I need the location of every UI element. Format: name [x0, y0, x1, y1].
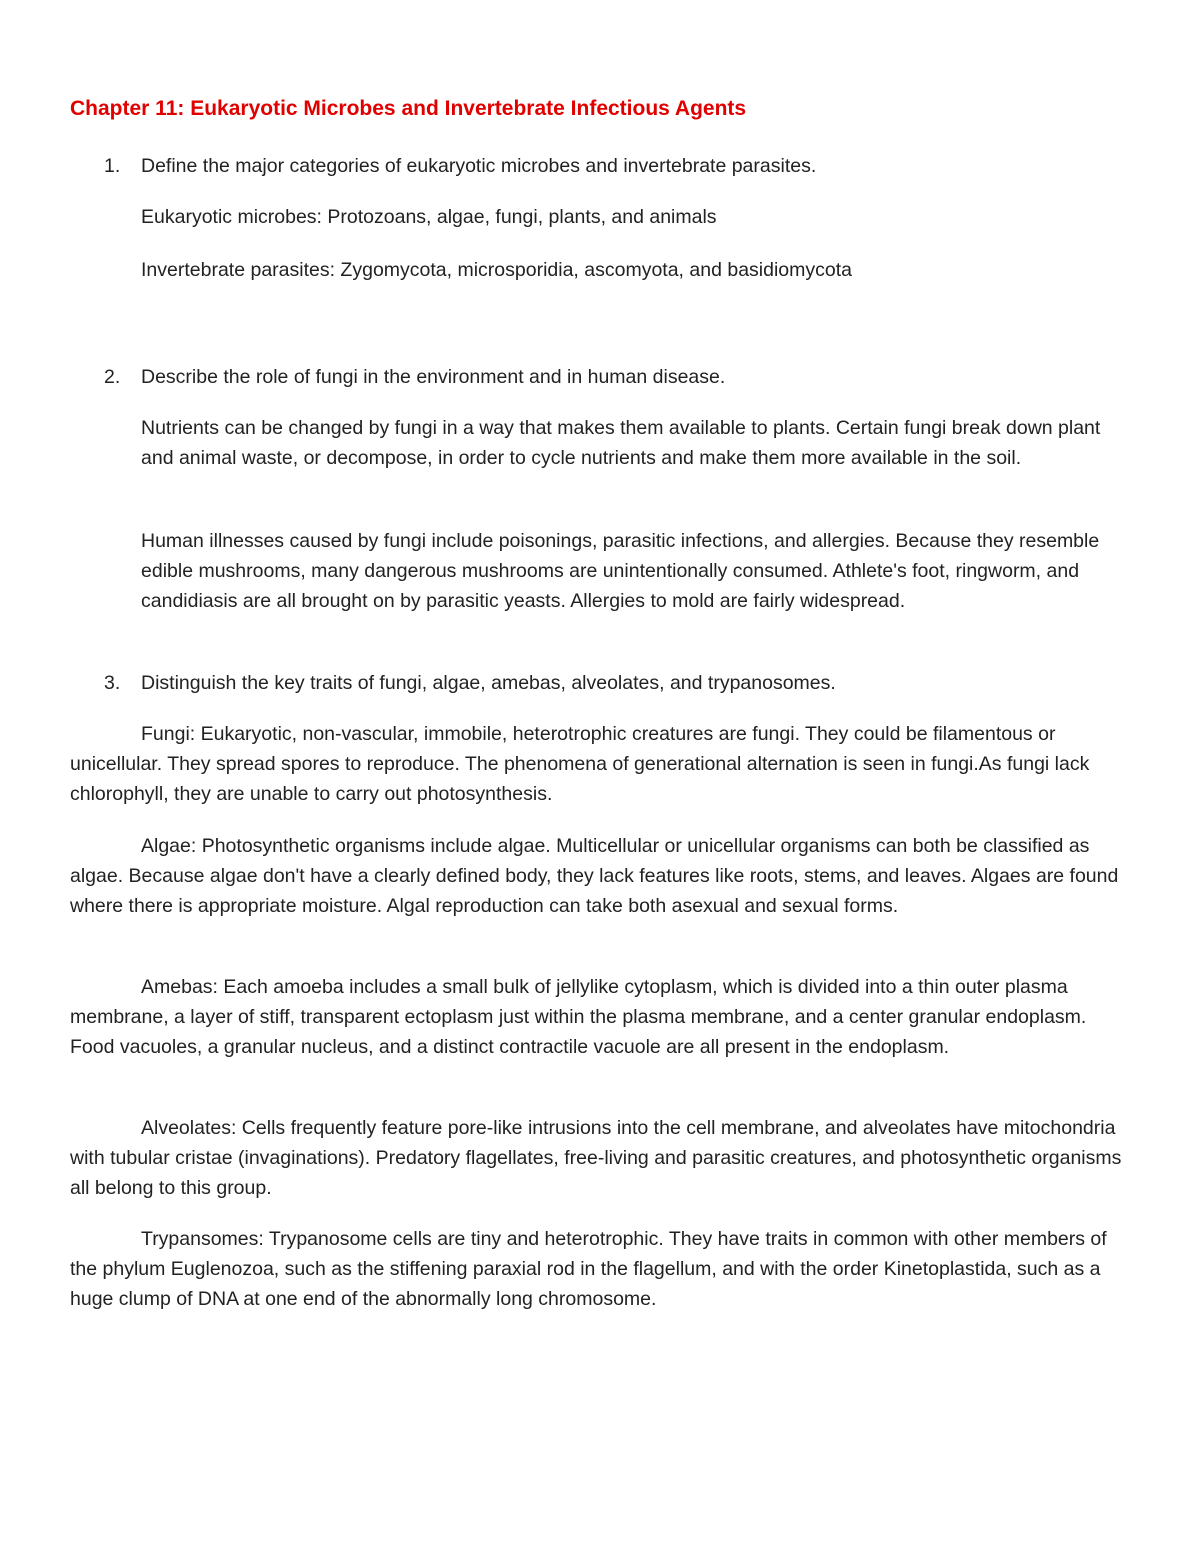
- answer-trypanosomes-traits: Trypansomes: Trypanosome cells are tiny and heterotrophic. They have traits in common with other members of the phylum Euglenozoa, such as the stiffening paraxial rod in the flagellum, and with the order Kinetoplastida, such as a huge clump of DNA at one end of the abnormally long chromosome.: [70, 1228, 1107, 1310]
- answer-fungi-environment: Nutrients can be changed by fungi in a way that makes them available to plants. Certain fungi break down plant and animal waste, or decompose, in order to cycle nutrients and make them more available in the soil.: [141, 417, 1101, 469]
- question-number: 1.: [104, 155, 121, 177]
- answer-invertebrate-parasites: Invertebrate parasites: Zygomycota, microsporidia, ascomyota, and basidiomycota: [141, 259, 852, 281]
- answer-alveolates-traits: Alveolates: Cells frequently feature pore-like intrusions into the cell membrane, and alveolates have mitochondria with tubular cristae (invaginations). Predatory flagellates, free-living and parasitic creatures, and photosynthetic organisms all belong to this group.: [70, 1117, 1122, 1199]
- answer-algae-traits: Algae: Photosynthetic organisms include algae. Multicellular or unicellular organisms can both be classified as algae. Because algae don't have a clearly defined body, they lack features like roots, stems, and leaves. Algaes are found where there is appropriate moisture. Algal reproduction can take both asexual and sexual forms.: [70, 835, 1119, 917]
- question-text: Define the major categories of eukaryotic microbes and invertebrate parasites.: [141, 155, 817, 177]
- answer-amebas-traits: Amebas: Each amoeba includes a small bulk of jellylike cytoplasm, which is divided into a thin outer plasma membrane, a layer of stiff, transparent ectoplasm just within the plasma membrane, and a center granular endoplasm. Food vacuoles, a granular nucleus, and a distinct contractile vacuole are all present in the endoplasm.: [70, 976, 1087, 1058]
- question-number: 2.: [104, 366, 121, 388]
- question-text: Describe the role of fungi in the environment and in human disease.: [141, 366, 726, 388]
- answer-fungi-disease: Human illnesses caused by fungi include poisonings, parasitic infections, and allergies. Because they resemble edible mushrooms, many dangerous mushrooms are unintentionally consumed. Athlete's foot, ringworm, and candidiasis are all brought on by parasitic yeasts. Allergies to mold are fairly widespread.: [141, 530, 1100, 612]
- chapter-title: Chapter 11: Eukaryotic Microbes and Invertebrate Infectious Agents: [70, 97, 747, 120]
- question-number: 3.: [104, 672, 121, 694]
- question-text: Distinguish the key traits of fungi, algae, amebas, alveolates, and trypanosomes.: [141, 672, 836, 694]
- answer-fungi-traits: Fungi: Eukaryotic, non-vascular, immobile, heterotrophic creatures are fungi. They could be filamentous or unicellular. They spread spores to reproduce. The phenomena of generational alternation is seen in fungi.As fungi lack chlorophyll, they are unable to carry out photosynthesis.: [70, 723, 1090, 805]
- answer-eukaryotic-microbes: Eukaryotic microbes: Protozoans, algae, fungi, plants, and animals: [141, 206, 717, 228]
